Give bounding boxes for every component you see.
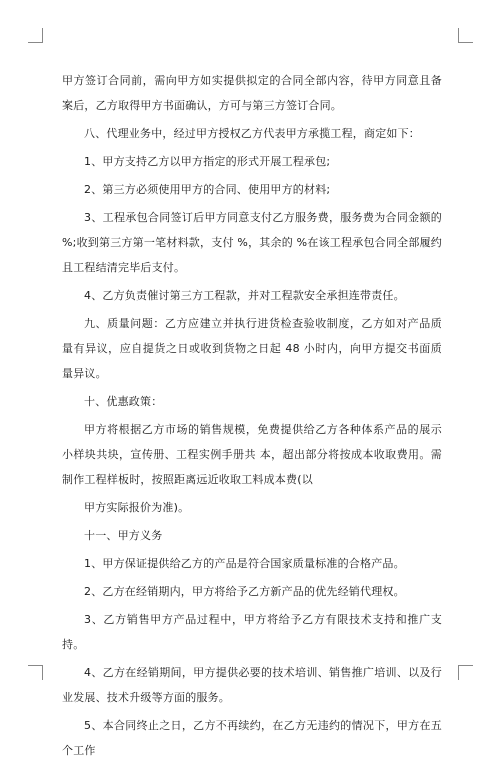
paragraph-section-8-item-1: 1、甲方支持乙方以甲方指定的形式开展工程承包; xyxy=(84,155,331,168)
paragraph-section-8-item-3: 3、工程承包合同签订后甲方同意支付乙方服务费，服务费为合同金额的 %;收到第三方第一笔材料款，支付 %，其余的 %在该工程承包合同全部履约且工程结清完毕后支付。 xyxy=(62,211,442,274)
crop-mark-bottom-right xyxy=(458,665,473,680)
paragraph-section-11-item-4: 4、乙方在经销期间，甲方提供必要的技术培训、销售推广培训、以及行业发展、技术升级等方面的服务。 xyxy=(62,666,442,704)
paragraph-section-10-continued: 甲方实际报价为准)。 xyxy=(84,501,190,514)
paragraph-section-10-body: 甲方将根据乙方市场的销售规模，免费提供给乙方各种体系产品的展示小样块共块，宣传册、工程实例手册共 本，超出部分将按成本收取费用。需制作工程样板时，按照距离远近收取工料成本费(以 xyxy=(62,423,442,486)
paragraph-section-11-item-1: 1、甲方保证提供给乙方的产品是符合国家质量标准的合格产品。 xyxy=(84,557,405,570)
crop-mark-bottom-left xyxy=(28,665,43,680)
paragraph-section-11-heading: 十一、甲方义务 xyxy=(84,529,163,542)
paragraph-section-8-item-2: 2、第三方必须使用甲方的合同、使用甲方的材料; xyxy=(84,183,331,196)
paragraph-section-8-heading: 八、代理业务中，经过甲方授权乙方代表甲方承揽工程，商定如下： xyxy=(84,127,420,140)
paragraph-contract-signing: 甲方签订合同前，需向甲方如实提供拟定的合同全部内容，待甲方同意且备案后，乙方取得甲方书面确认，方可与第三方签订合同。 xyxy=(62,74,442,112)
paragraph-section-11-item-5: 5、本合同终止之日，乙方不再续约，在乙方无违约的情况下，甲方在五个工作 xyxy=(62,719,442,757)
paragraph-section-9-quality: 九、质量问题：乙方应建立并执行进货检查验收制度，乙方如对产品质量有异议，应自提货之日或收到货物之日起 48 小时内，向甲方提交书面质量异议。 xyxy=(62,317,442,380)
paragraph-section-8-item-4: 4、乙方负责催讨第三方工程款，并对工程款安全承担连带责任。 xyxy=(84,289,405,302)
paragraph-section-11-item-3: 3、乙方销售甲方产品过程中，甲方将给予乙方有限技术支持和推广支持。 xyxy=(62,613,442,651)
crop-mark-top-left xyxy=(28,28,43,43)
paragraph-section-11-item-2: 2、乙方在经销期内，甲方将给予乙方新产品的优先经销代理权。 xyxy=(84,585,405,598)
document-body xyxy=(62,68,442,766)
crop-mark-top-right xyxy=(458,28,473,43)
paragraph-section-10-heading: 十、优惠政策： xyxy=(84,395,163,408)
